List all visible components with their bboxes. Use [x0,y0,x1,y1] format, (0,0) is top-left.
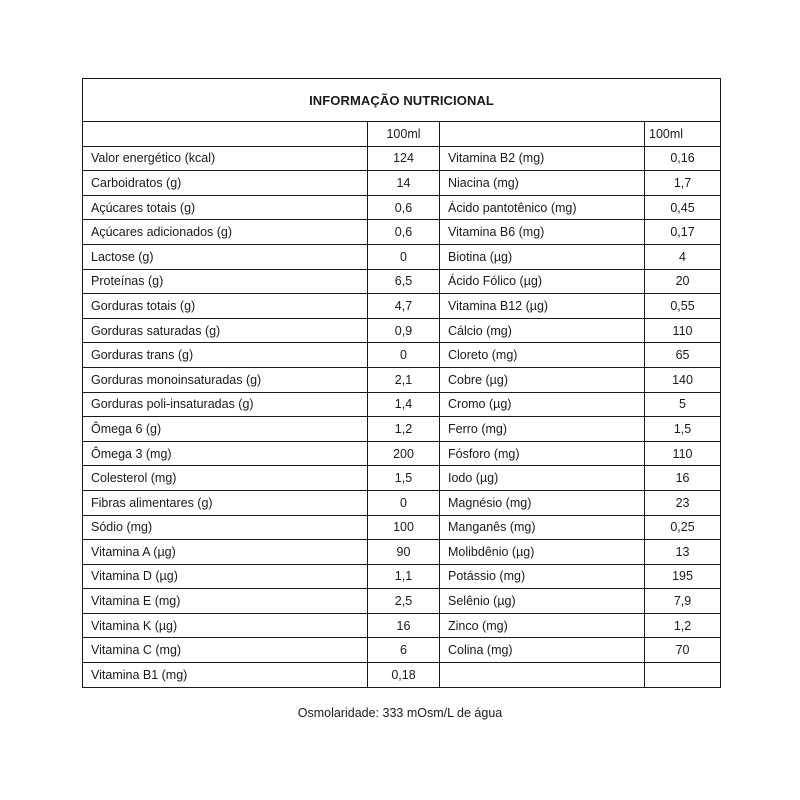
right-nutrient-name: Biotina (µg) [440,244,645,269]
table-row [83,318,721,343]
left-nutrient-name: Ômega 6 (g) [83,417,368,442]
right-nutrient-value: 0,16 [645,146,721,171]
left-nutrient-value: 2,5 [368,589,440,614]
right-nutrient-value: 1,5 [645,417,721,442]
right-nutrient-value: 0,25 [645,515,721,540]
right-nutrient-value: 20 [645,269,721,294]
right-nutrient-value: 7,9 [645,589,721,614]
left-nutrient-name: Vitamina A (µg) [83,540,368,565]
left-nutrient-value: 200 [368,441,440,466]
left-nutrient-value: 1,2 [368,417,440,442]
left-nutrient-value: 14 [368,171,440,196]
right-nutrient-value: 110 [645,318,721,343]
left-nutrient-value: 0,18 [368,663,440,688]
table-row [83,392,721,417]
table-row [83,540,721,565]
table-row [83,294,721,319]
left-nutrient-name: Açúcares adicionados (g) [83,220,368,245]
left-nutrient-name: Gorduras trans (g) [83,343,368,368]
left-nutrient-name: Açúcares totais (g) [83,195,368,220]
left-nutrient-value: 0 [368,343,440,368]
left-nutrient-name: Gorduras poli-insaturadas (g) [83,392,368,417]
left-nutrient-value: 1,4 [368,392,440,417]
left-nutrient-name: Vitamina C (mg) [83,638,368,663]
right-nutrient-name: Magnésio (mg) [440,490,645,515]
unit-header-row [83,122,721,147]
right-nutrient-name: Vitamina B2 (mg) [440,146,645,171]
table-row [83,564,721,589]
left-nutrient-name: Valor energético (kcal) [83,146,368,171]
right-nutrient-value: 1,2 [645,613,721,638]
table-row [83,220,721,245]
right-nutrient-value: 70 [645,638,721,663]
left-nutrient-value: 4,7 [368,294,440,319]
osmolarity-note: Osmolaridade: 333 mOsm/L de água [297,706,503,720]
right-nutrient-name: Molibdênio (µg) [440,540,645,565]
left-nutrient-name: Lactose (g) [83,244,368,269]
left-nutrient-name: Fibras alimentares (g) [83,490,368,515]
right-nutrient-name: Cobre (µg) [440,367,645,392]
table-row [83,441,721,466]
table-row [83,195,721,220]
right-nutrient-value: 110 [645,441,721,466]
right-nutrient-value: 4 [645,244,721,269]
right-nutrient-value: 140 [645,367,721,392]
left-nutrient-value: 0 [368,490,440,515]
left-nutrient-value: 6 [368,638,440,663]
right-nutrient-name [440,663,645,688]
left-nutrient-value: 1,1 [368,564,440,589]
right-nutrient-name: Selênio (µg) [440,589,645,614]
left-nutrient-name: Gorduras totais (g) [83,294,368,319]
right-nutrient-value: 195 [645,564,721,589]
table-row [83,466,721,491]
left-nutrient-value: 1,5 [368,466,440,491]
left-nutrient-value: 2,1 [368,367,440,392]
right-nutrient-name: Cromo (µg) [440,392,645,417]
right-nutrient-value: 0,45 [645,195,721,220]
left-nutrient-name: Vitamina E (mg) [83,589,368,614]
left-nutrient-value: 90 [368,540,440,565]
left-nutrient-name: Proteínas (g) [83,269,368,294]
title-row [83,79,721,122]
table-title: INFORMAÇÃO NUTRICIONAL [83,79,721,122]
right-nutrient-name: Cálcio (mg) [440,318,645,343]
right-nutrient-name: Ácido Fólico (µg) [440,269,645,294]
table-row [83,515,721,540]
left-nutrient-name: Vitamina B1 (mg) [83,663,368,688]
table-row [83,663,721,688]
right-nutrient-value [645,663,721,688]
right-nutrient-name: Zinco (mg) [440,613,645,638]
left-nutrient-value: 16 [368,613,440,638]
table-row [83,269,721,294]
left-nutrient-value: 6,5 [368,269,440,294]
right-nutrient-name: Ácido pantotênico (mg) [440,195,645,220]
right-nutrient-name: Cloreto (mg) [440,343,645,368]
left-nutrient-value: 124 [368,146,440,171]
right-nutrient-value: 0,55 [645,294,721,319]
right-nutrient-value: 65 [645,343,721,368]
unit-header-right: 100ml [645,122,721,147]
right-nutrient-name: Vitamina B6 (mg) [440,220,645,245]
left-nutrient-value: 100 [368,515,440,540]
unit-header-blank-left [83,122,368,147]
left-nutrient-name: Gorduras saturadas (g) [83,318,368,343]
left-nutrient-name: Vitamina D (µg) [83,564,368,589]
left-nutrient-name: Ômega 3 (mg) [83,441,368,466]
table-row [83,367,721,392]
nutrition-table [82,78,721,688]
table-row [83,146,721,171]
table-row [83,490,721,515]
table-row [83,613,721,638]
right-nutrient-value: 13 [645,540,721,565]
right-nutrient-value: 16 [645,466,721,491]
right-nutrient-name: Vitamina B12 (µg) [440,294,645,319]
left-nutrient-name: Sódio (mg) [83,515,368,540]
right-nutrient-value: 5 [645,392,721,417]
right-nutrient-name: Niacina (mg) [440,171,645,196]
left-nutrient-name: Gorduras monoinsaturadas (g) [83,367,368,392]
left-nutrient-name: Carboidratos (g) [83,171,368,196]
right-nutrient-name: Potássio (mg) [440,564,645,589]
table-row [83,638,721,663]
unit-header-left: 100ml [368,122,440,147]
right-nutrient-name: Colina (mg) [440,638,645,663]
left-nutrient-name: Colesterol (mg) [83,466,368,491]
nutrition-rows [83,146,721,687]
right-nutrient-name: Manganês (mg) [440,515,645,540]
right-nutrient-value: 23 [645,490,721,515]
unit-header-blank-right [440,122,645,147]
left-nutrient-value: 0 [368,244,440,269]
table-row [83,417,721,442]
right-nutrient-value: 1,7 [645,171,721,196]
right-nutrient-name: Fósforo (mg) [440,441,645,466]
table-row [83,589,721,614]
table-row [83,343,721,368]
left-nutrient-value: 0,9 [368,318,440,343]
table-row [83,171,721,196]
right-nutrient-name: Ferro (mg) [440,417,645,442]
left-nutrient-value: 0,6 [368,220,440,245]
left-nutrient-name: Vitamina K (µg) [83,613,368,638]
left-nutrient-value: 0,6 [368,195,440,220]
right-nutrient-name: Iodo (µg) [440,466,645,491]
table-row [83,244,721,269]
right-nutrient-value: 0,17 [645,220,721,245]
